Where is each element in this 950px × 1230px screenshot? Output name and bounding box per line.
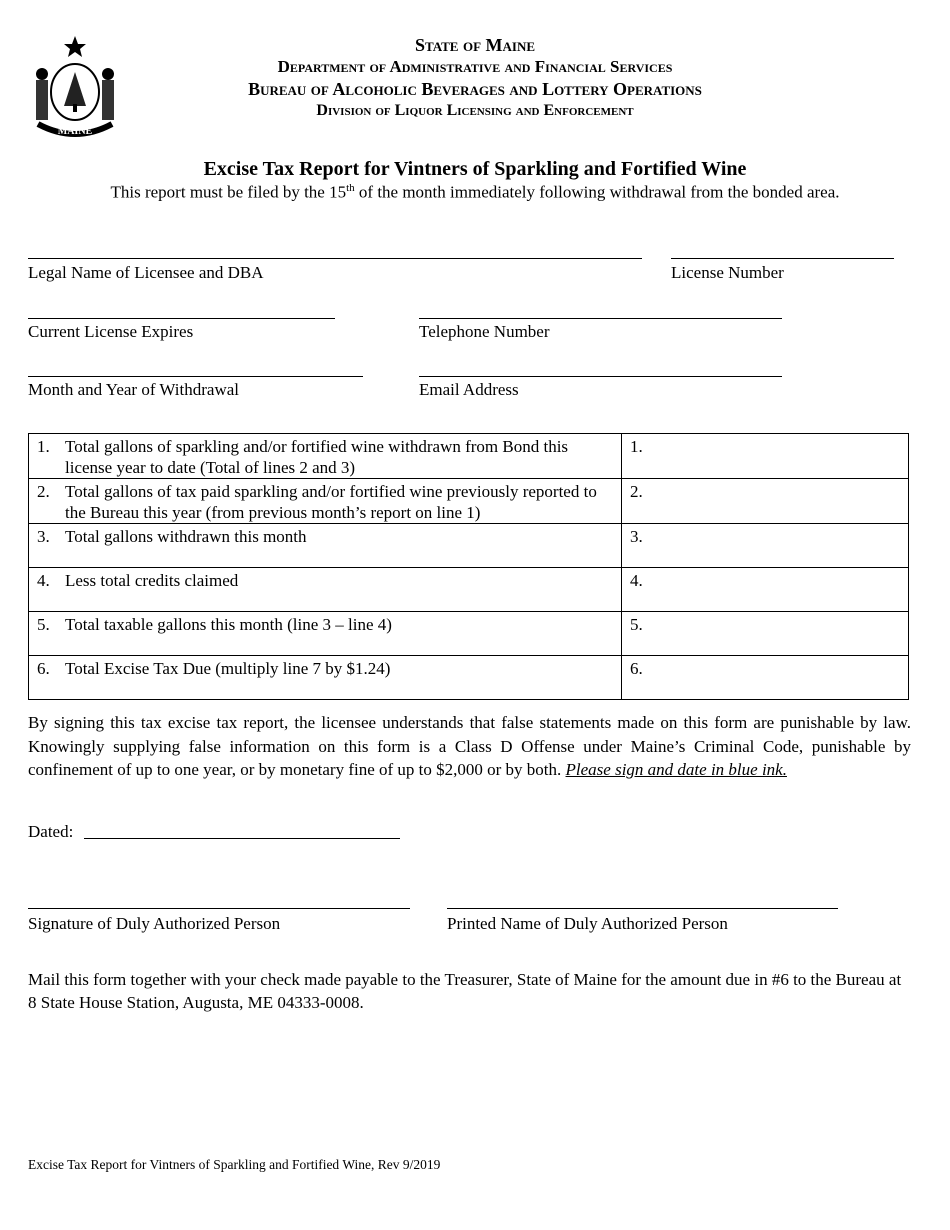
row-value-input[interactable]: 5.	[622, 612, 909, 656]
row-description: Total gallons of sparkling and/or fortified wine withdrawn from Bond this license year to date (Total of lines 2 and 3)	[65, 437, 569, 477]
telephone-label: Telephone Number	[419, 322, 550, 341]
agency-header	[0, 34, 950, 122]
header-state: State of Maine	[414, 35, 536, 55]
row-value-input[interactable]: 2.	[622, 479, 909, 524]
form-subtitle: This report must be filed by the 15th of the month immediately following withdrawal from the bonded area.	[110, 182, 840, 202]
header-division: Division of Liquor Licensing and Enforcement	[316, 102, 634, 119]
header-bureau: Bureau of Alcoholic Beverages and Lottery Operations	[248, 79, 702, 99]
tax-calculation-table	[28, 433, 909, 700]
license-expires-label: Current License Expires	[28, 322, 194, 341]
legal-name-label: Legal Name of Licensee and DBA	[28, 263, 264, 282]
email-field[interactable]	[419, 376, 782, 377]
mail-instructions: Mail this form together with your check made payable to the Treasurer, State of Maine for the amount due in #6 to the Bureau at 8 State House Station, Augusta, ME 04333-0008.	[28, 970, 902, 1012]
legal-name-field[interactable]	[28, 258, 642, 259]
row-description: Total taxable gallons this month (line 3 – line 4)	[65, 615, 392, 634]
dated-field[interactable]	[84, 838, 400, 839]
row-value-input[interactable]: 1.	[622, 434, 909, 479]
penalty-statement: By signing this tax excise tax report, the licensee understands that false statements made on this form are punishable by law. Knowingly supplying false information on this form is a Class D Offense under Maine’s Criminal Code, punishable by confinement of up to one year, or by monetary fine of up to $2,000 or by both. Please sign and date in blue ink.	[28, 713, 911, 779]
license-expires-field[interactable]	[28, 318, 335, 319]
email-label: Email Address	[419, 380, 519, 399]
form-footer: Excise Tax Report for Vintners of Sparkling and Fortified Wine, Rev 9/2019	[28, 1157, 441, 1172]
row-description: Less total credits claimed	[65, 571, 239, 590]
license-number-label: License Number	[671, 263, 784, 282]
printed-name-field[interactable]	[447, 908, 838, 909]
signature-label: Signature of Duly Authorized Person	[28, 914, 281, 933]
row-value-input[interactable]: 4.	[622, 568, 909, 612]
telephone-field[interactable]	[419, 318, 782, 319]
svg-text:MAINE: MAINE	[57, 126, 93, 137]
printed-name-label: Printed Name of Duly Authorized Person	[447, 914, 728, 933]
table-row: 6. Total Excise Tax Due (multiply line 7 by $1.24) 6.	[29, 656, 909, 700]
table-row: 3. Total gallons withdrawn this month 3.	[29, 524, 909, 568]
sign-instruction: Please sign and date in blue ink.	[565, 760, 787, 779]
month-year-label: Month and Year of Withdrawal	[28, 380, 239, 399]
form-title: Excise Tax Report for Vintners of Sparkling and Fortified Wine	[203, 158, 747, 180]
row-value-input[interactable]: 6.	[622, 656, 909, 700]
license-number-field[interactable]	[671, 258, 894, 259]
dated-label: Dated:	[28, 822, 74, 841]
header-department: Department of Administrative and Financial Services	[277, 57, 673, 76]
row-description: Total Excise Tax Due (multiply line 7 by $1.24)	[65, 659, 391, 678]
row-description: Total gallons withdrawn this month	[65, 527, 307, 546]
month-year-field[interactable]	[28, 376, 363, 377]
table-row: 1. Total gallons of sparkling and/or fortified wine withdrawn from Bond this license year to date (Total of lines 2 and 3) 1.	[29, 434, 909, 479]
row-value-input[interactable]: 3.	[622, 524, 909, 568]
row-description: Total gallons of tax paid sparkling and/or fortified wine previously reported to the Bureau this year (from previous month’s report on line 1)	[65, 482, 597, 522]
signature-field[interactable]	[28, 908, 410, 909]
table-row: 5. Total taxable gallons this month (line 3 – line 4) 5.	[29, 612, 909, 656]
table-row: 4. Less total credits claimed 4.	[29, 568, 909, 612]
table-row: 2. Total gallons of tax paid sparkling and/or fortified wine previously reported to the Bureau this year (from previous month’s report on line 1) 2.	[29, 479, 909, 524]
